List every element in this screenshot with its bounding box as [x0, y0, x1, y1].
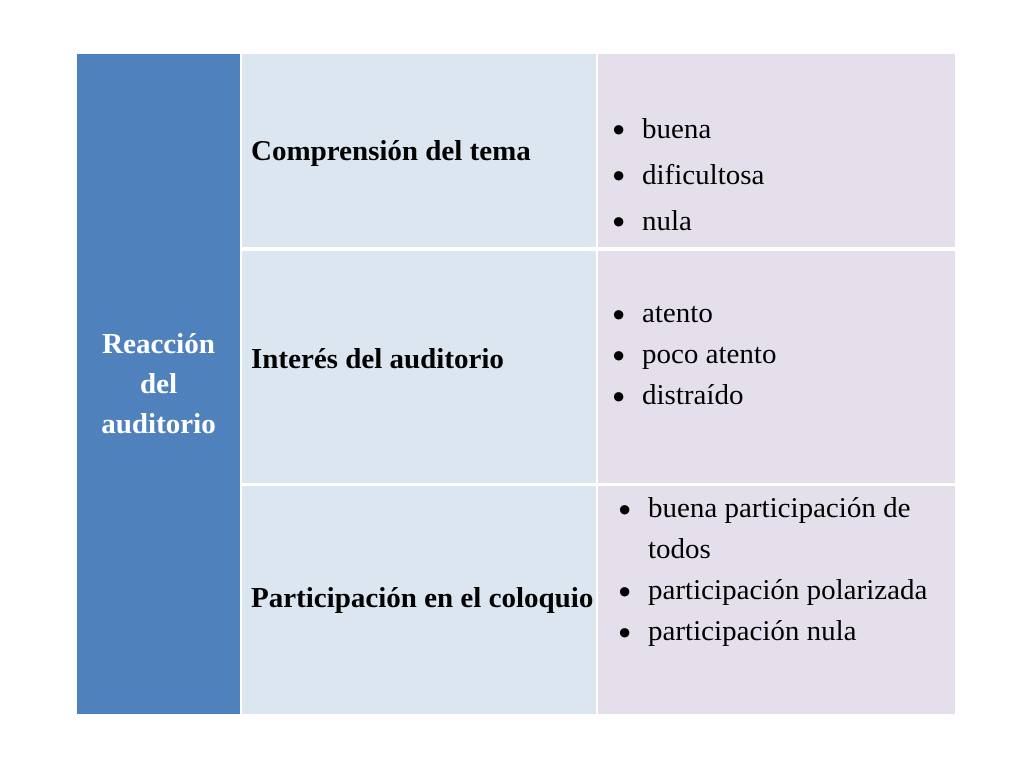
option-text: participación polarizada [648, 574, 928, 606]
option-text: participación nula [648, 615, 857, 647]
bullet-icon: ● [618, 496, 632, 521]
options-list-comprension [598, 54, 955, 251]
list-item [606, 198, 955, 244]
list-item [606, 375, 955, 416]
options-list-interes [598, 251, 955, 486]
list-item [612, 570, 955, 611]
list-item [606, 152, 955, 198]
bullet-icon: ● [618, 619, 632, 644]
bullet-icon: ● [612, 342, 626, 367]
row-label-interes [242, 251, 598, 486]
bullet-icon: ● [612, 383, 626, 408]
bullet-icon: ● [618, 578, 632, 603]
row-label-text: Comprensión del tema [251, 134, 531, 167]
list-item [612, 488, 955, 570]
list-item [606, 293, 955, 334]
bullet-icon: ● [612, 116, 626, 141]
side-header: Reacción del auditorio [77, 54, 242, 714]
option-text: buena participación de todos [648, 492, 911, 565]
row-label-text: Participación en el coloquio [251, 582, 594, 614]
list-item [612, 611, 955, 652]
row-label-participacion [242, 486, 598, 714]
evaluation-table [77, 54, 955, 714]
list-item [606, 334, 955, 375]
option-text: atento [642, 297, 713, 329]
option-text: buena [642, 113, 712, 145]
row-label-comprension [242, 54, 598, 251]
row-label-text: Interés del auditorio [251, 343, 504, 375]
list-item [606, 106, 955, 152]
bullet-icon: ● [612, 301, 626, 326]
option-text: nula [642, 205, 692, 237]
option-text: dificultosa [642, 159, 765, 191]
option-text: poco atento [642, 338, 777, 370]
bullet-icon: ● [612, 162, 626, 187]
option-text: distraído [642, 379, 744, 411]
bullet-icon: ● [612, 208, 626, 233]
options-list-participacion [598, 486, 955, 714]
